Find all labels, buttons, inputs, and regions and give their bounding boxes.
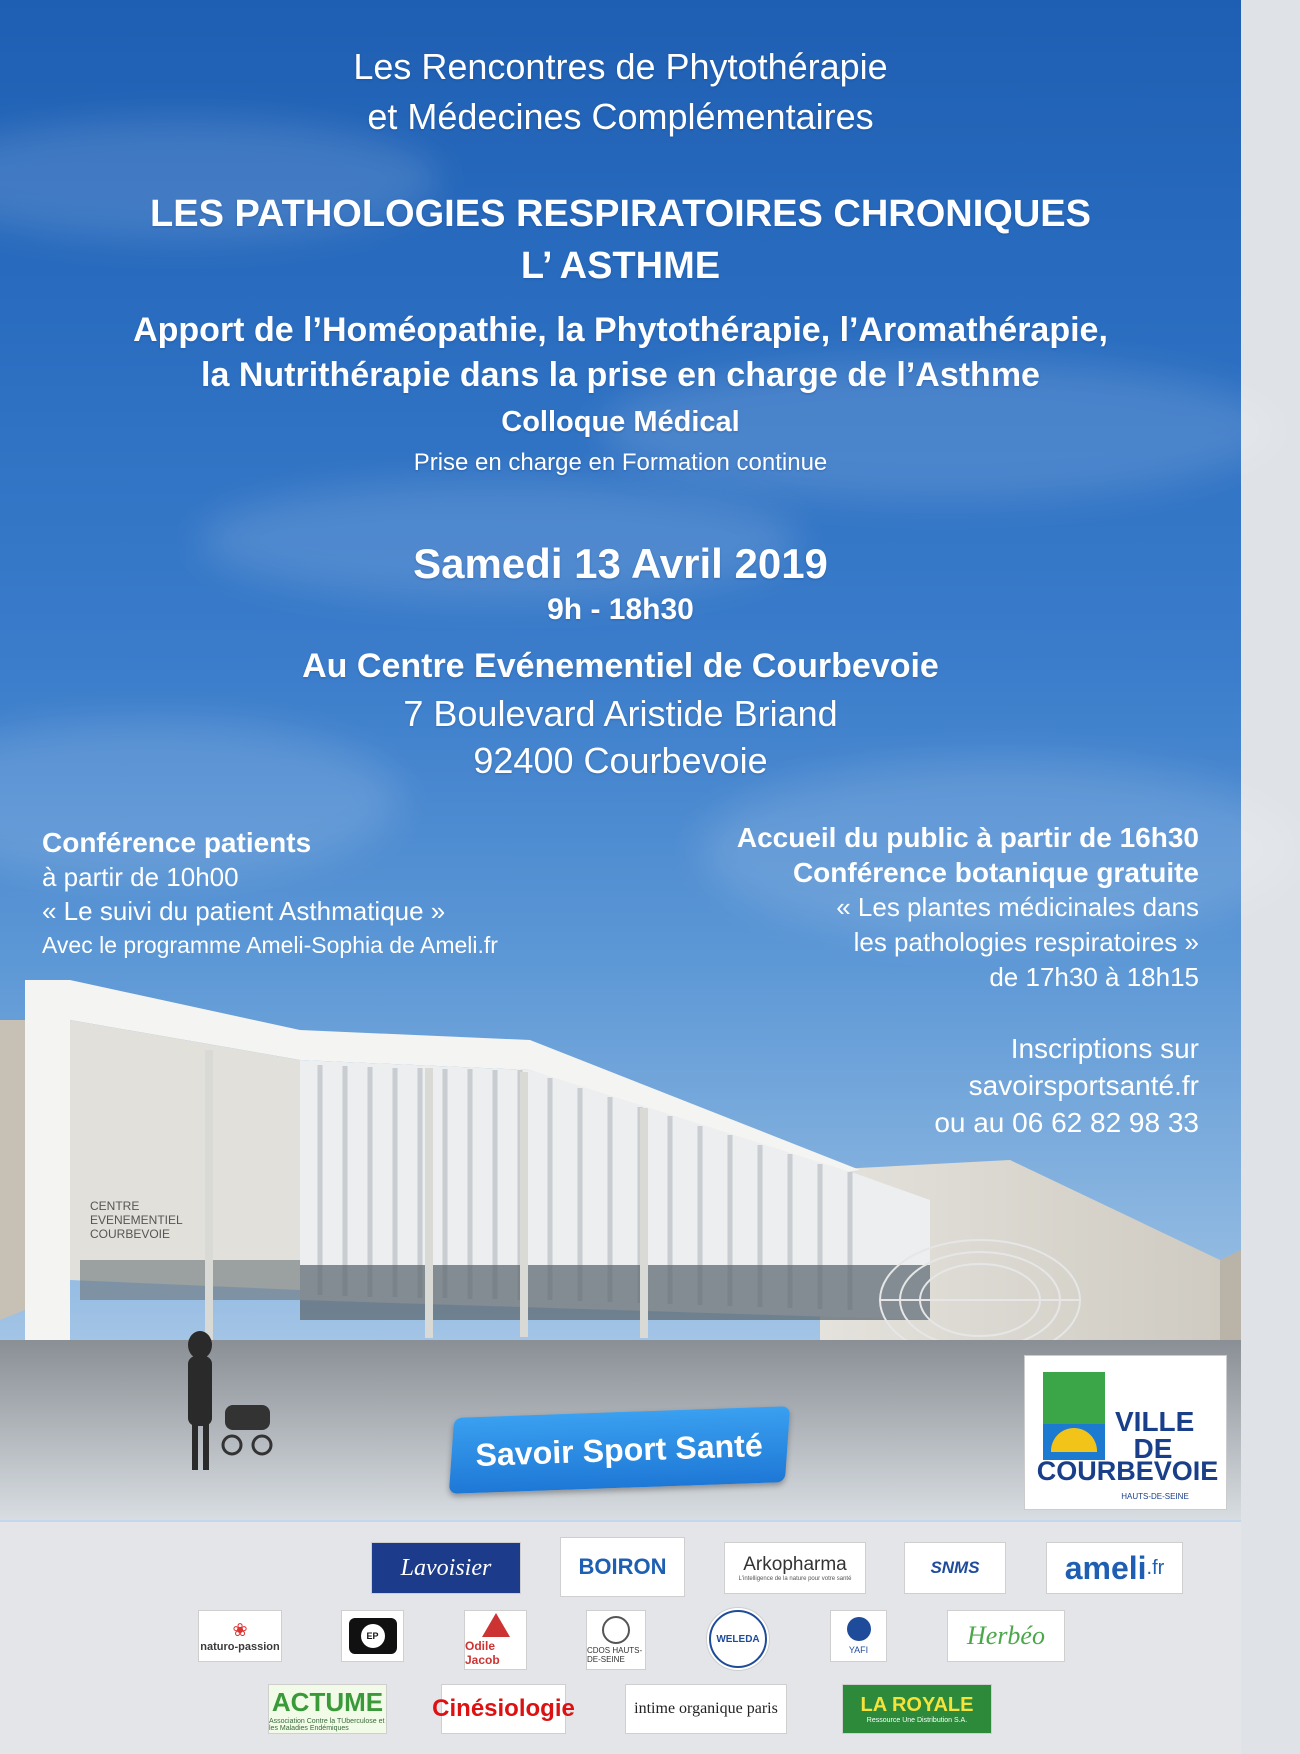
la-royale-logo [842,1684,992,1734]
ep-logo [341,1610,404,1662]
leaf-icon: ❀ [232,1619,248,1640]
patients-conference [42,826,498,962]
venue-street: 7 Boulevard Aristide Briand [403,693,838,734]
subtitle [0,308,1241,398]
subtitle-line-2: la Nutrithérapie dans la prise en charge de l’Asthme [201,356,1040,394]
naturo-text: naturo-passion [200,1640,280,1653]
odile-text: Odile Jacob [465,1639,500,1667]
royale-text: LA ROYALE [860,1694,974,1716]
ameli-text: ameli [1064,1549,1147,1586]
title-line-1: LES PATHOLOGIES RESPIRATOIRES CHRONIQUES [150,193,1091,235]
patients-program: Avec le programme Ameli-Sophia de Ameli.fr [42,932,498,958]
venue [0,643,1241,784]
inscriptions-label: Inscriptions sur [1010,1033,1199,1064]
series-line-1: Les Rencontres de Phytothérapie [353,46,888,87]
left-wall [0,1020,25,1320]
naturo-passion-logo [198,1610,282,1662]
sign-line-2: EVENEMENTIEL [90,1213,183,1227]
ville-de-label [1115,1406,1195,1464]
savoir-sport-sante-logo [449,1406,790,1494]
inscriptions-site: savoirsportsanté.fr [968,1070,1199,1101]
snms-text: SNMS [930,1558,980,1577]
camera-icon [349,1618,397,1654]
ep-text: EP [361,1624,385,1648]
de-word: DE [1133,1433,1173,1464]
patients-time: à partir de 10h00 [42,862,239,892]
arkopharma-text: Arkopharma [743,1554,847,1575]
event-hours: 9h - 18h30 [547,593,694,626]
snms-logo [904,1542,1006,1594]
botanique-title: Conférence botanique gratuite [792,857,1199,888]
ville-courbevoie-logo [1024,1355,1227,1510]
cinesiologie-logo [432,1684,575,1734]
herbeo-logo [947,1610,1065,1662]
subtitle-line-1: Apport de l’Homéopathie, la Phytothérapie, l’Aromathérapie, [133,311,1108,349]
sign-line-1: CENTRE [90,1199,140,1213]
cdos-logo [586,1610,646,1670]
olympic-rings-icon [602,1616,630,1644]
event-series-title [0,42,1241,142]
inscriptions-phone: ou au 06 62 82 98 33 [934,1107,1199,1138]
intime-text: intime organique paris [634,1700,778,1717]
yafi-logo [830,1610,887,1662]
ville-word: VILLE [1115,1406,1195,1437]
series-line-2: et Médecines Complémentaires [367,96,874,137]
ameli-logo [1046,1542,1183,1594]
boiron-text: BOIRON [578,1554,667,1579]
title-line-2: L’ ASTHME [520,245,721,287]
botanique-topic-1: « Les plantes médicinales dans [836,892,1199,922]
yafi-text: YAFI [848,1645,869,1655]
cinesiologie-text: Cinésiologie [432,1695,575,1722]
formation-label: Prise en charge en Formation continue [413,449,828,476]
botanique-topic-2: les pathologies respiratoires » [853,927,1199,957]
odile-jacob-logo [464,1610,527,1670]
royale-tagline: Ressource Une Distribution S.A. [866,1717,968,1724]
venue-city: 92400 Courbevoie [473,740,768,781]
event-date: Samedi 13 Avril 2019 [413,540,828,587]
courbevoie-shield-icon [1043,1372,1105,1460]
intime-organique-logo [625,1684,787,1734]
weleda-logo [706,1607,770,1671]
organizer-name: Savoir Sport Santé [475,1426,764,1473]
venue-name: Au Centre Evénementiel de Courbevoie [302,647,939,685]
sponsors-band [0,1522,1241,1754]
actume-logo [268,1684,387,1734]
courbevoie-name: COURBEVOIE [1036,1456,1219,1486]
region-label: HAUTS-DE-SEINE [1121,1492,1189,1501]
actume-text: ACTUME [271,1686,384,1717]
patients-topic: « Le suivi du patient Asthmatique » [42,896,446,926]
main-title [0,188,1241,292]
colloque-label: Colloque Médical [501,406,740,438]
boiron-logo [560,1537,685,1597]
arkopharma-tagline: L'intelligence de la nature pour votre santé [738,1576,852,1582]
lavoisier-logo [371,1542,521,1594]
sign-line-3: COURBEVOIE [90,1227,171,1241]
actume-tagline: Association Contre la TUberculose et les Maladies Endémiques [269,1717,385,1732]
herbeo-text: Herbéo [967,1621,1045,1650]
arkopharma-logo [724,1542,866,1594]
yafi-icon [847,1617,871,1641]
ameli-tld: .fr [1146,1556,1165,1579]
public-title: Accueil du public à partir de 16h30 [736,822,1199,853]
cdos-text: CDOS HAUTS-DE-SEINE [587,1646,643,1664]
patients-title: Conférence patients [42,827,312,858]
triangle-icon [482,1613,510,1637]
lavoisier-text: Lavoisier [400,1554,492,1581]
weleda-text: WELEDA [716,1633,760,1645]
botanique-time: de 17h30 à 18h15 [989,962,1199,992]
